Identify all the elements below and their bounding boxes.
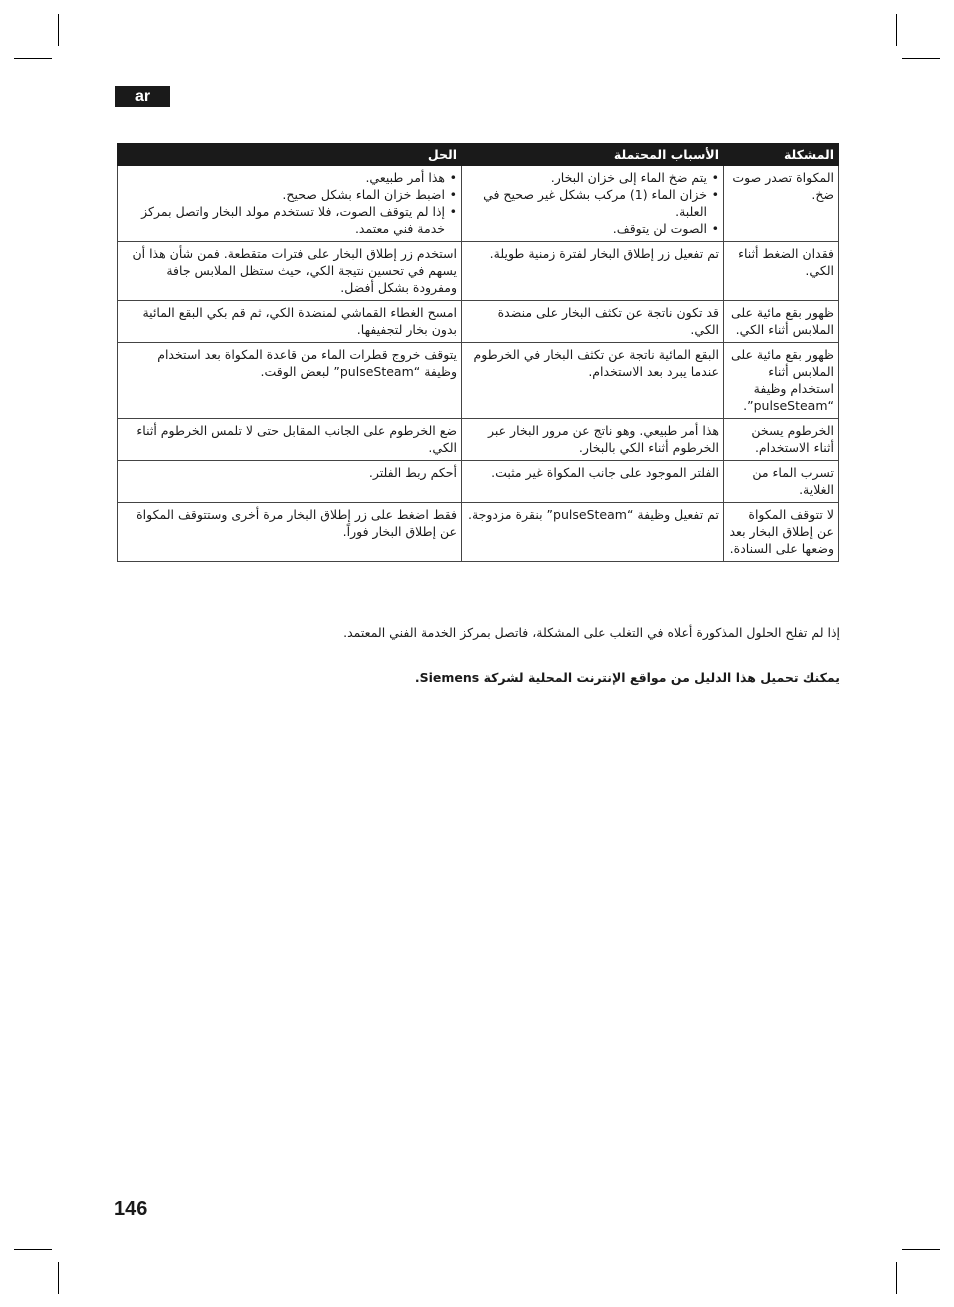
header-cause: الأسباب المحتملة: [462, 144, 724, 166]
list-item: • إذا لم يتوقف الصوت، فلا تستخدم مولد البخار واتصل بمركز خدمة فني معتمد.: [122, 203, 457, 237]
crop-mark: [14, 1249, 52, 1250]
list-item: • يتم ضخ الماء إلى خزان البخار.: [466, 169, 719, 186]
table-row: [118, 343, 839, 419]
cause-cell: تم تفعيل وظيفة “pulseSteam” بنقرة مزدوجة.: [462, 503, 724, 562]
problem-cell: الخرطوم يسخن أثناء الاستخدام.: [724, 419, 839, 461]
problem-cell: تسرب الماء من الغلاية.: [724, 461, 839, 503]
list-item: • الصوت لن يتوقف.: [466, 220, 719, 237]
solution-cell: [118, 166, 462, 242]
table-row: [118, 503, 839, 562]
crop-mark: [902, 1249, 940, 1250]
header-solution: الحل: [118, 144, 462, 166]
crop-mark: [902, 58, 940, 59]
cause-cell: البقع المائية ناتجة عن تكثف البخار في الخرطوم عندما يبرد بعد الاستخدام.: [462, 343, 724, 419]
solution-cell: يتوقف خروج قطرات الماء من قاعدة المكواة بعد استخدام وظيفة “pulseSteam” لبعض الوقت.: [118, 343, 462, 419]
crop-mark: [58, 1262, 59, 1294]
language-badge: ar: [115, 86, 170, 107]
list-item: • هذا أمر طبيعي.: [122, 169, 457, 186]
solution-cell: ضع الخرطوم على الجانب المقابل حتى لا تلمس الخرطوم أثناء الكي.: [118, 419, 462, 461]
solution-cell: امسح الغطاء القماشي لمنضدة الكي، ثم قم بكي البقع المائية بدون بخار لتجفيفها.: [118, 301, 462, 343]
service-note: إذا لم تفلح الحلول المذكورة أعلاه في التغلب على المشكلة، فاتصل بمركز الخدمة الفني المعتمد.: [343, 624, 840, 640]
cause-cell: الفلتر الموجود على جانب المكواة غير مثبت.: [462, 461, 724, 503]
download-note: يمكنك تحميل هذا الدليل من مواقع الإنترنت المحلية لشركة Siemens.: [414, 669, 840, 685]
solution-list: [122, 169, 457, 237]
list-item: • اضبط خزان الماء بشكل صحيح.: [122, 186, 457, 203]
table-row: [118, 166, 839, 242]
list-item: • خزان الماء (1) مركب بشكل غير صحيح في العلبة.: [466, 186, 719, 220]
problem-cell: لا تتوقف المكواة عن إطلاق البخار بعد وضعها على السنادة.: [724, 503, 839, 562]
page-number: 146: [114, 1198, 148, 1220]
solution-cell: فقط اضغط على زر إطلاق البخار مرة أخرى وستتوقف المكواة عن إطلاق البخار فوراً.: [118, 503, 462, 562]
problem-cell: المكواة تصدر صوت ضخ.: [724, 166, 839, 242]
solution-cell: أحكم ربط الفلتر.: [118, 461, 462, 503]
problem-cell: فقدان الضغط أثناء الكي.: [724, 242, 839, 301]
table-row: [118, 461, 839, 503]
table-row: [118, 242, 839, 301]
table-header-row: [118, 144, 839, 166]
crop-mark: [896, 14, 897, 46]
problem-cell: ظهور بقع مائية على الملابس أثناء استخدام وظيفة “pulseSteam”.: [724, 343, 839, 419]
table-row: [118, 419, 839, 461]
troubleshooting-table: [117, 143, 839, 562]
crop-mark: [896, 1262, 897, 1294]
cause-cell: هذا أمر طبيعي. وهو ناتج عن مرور البخار عبر الخرطوم أثناء الكي بالبخار.: [462, 419, 724, 461]
solution-cell: استخدم زر إطلاق البخار على فترات متقطعة. فمن شأن هذا أن يسهم في تحسين نتيجة الكي، حيث ستظل الملابس جافة ومفرودة بشكل أفضل.: [118, 242, 462, 301]
crop-mark: [14, 58, 52, 59]
header-problem: المشكلة: [724, 144, 839, 166]
cause-cell: قد تكون ناتجة عن تكثف البخار على منضدة الكي.: [462, 301, 724, 343]
cause-cell: تم تفعيل زر إطلاق البخار لفترة زمنية طويلة.: [462, 242, 724, 301]
crop-mark: [58, 14, 59, 46]
table-row: [118, 301, 839, 343]
cause-list: [466, 169, 719, 237]
cause-cell: [462, 166, 724, 242]
problem-cell: ظهور بقع مائية على الملابس أثناء الكي.: [724, 301, 839, 343]
